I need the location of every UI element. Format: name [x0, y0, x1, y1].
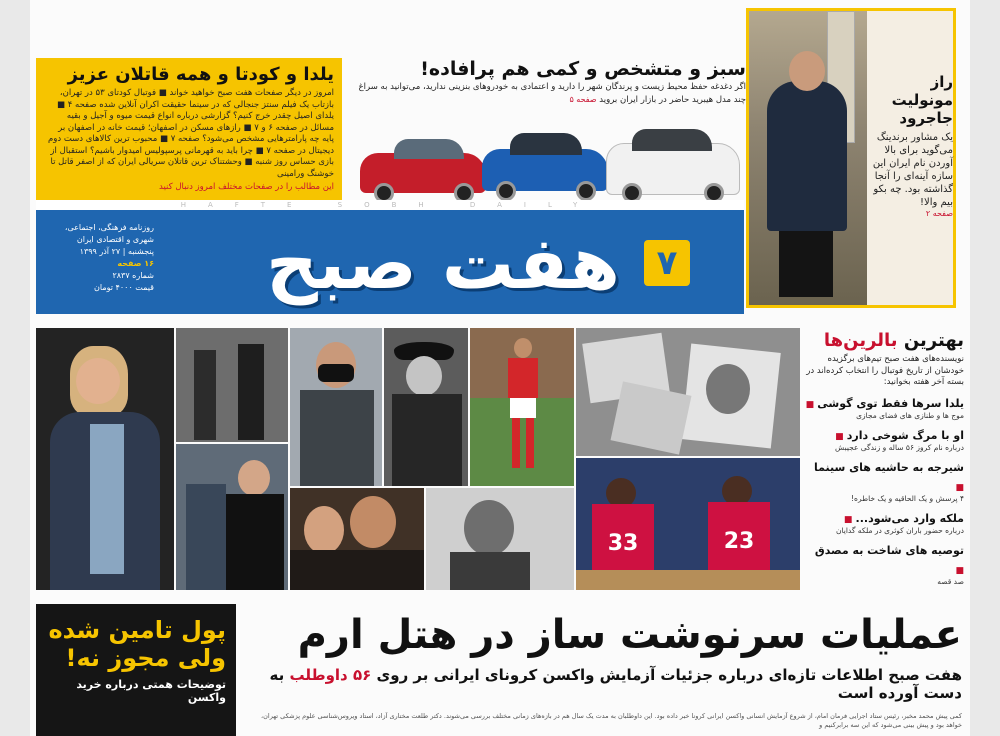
- film-still-photo: [290, 488, 424, 590]
- man-photo: [749, 11, 867, 305]
- newspaper-front-page: [30, 0, 970, 736]
- monolith-body: یک مشاور برندینگ می‌گوید برای بالا آوردن نام ایران این سازه آینه‌ای را آنجا گذاشته بود. چه بکو بیم والا!: [872, 132, 953, 208]
- list-item[interactable]: یلدا سرها فقط توی گوشی ■ موج ها و طنازی های فضای مجازی: [804, 392, 964, 421]
- masked-man-photo: [290, 328, 382, 486]
- car-story-body: اگر دغدغه حفظ محیط زیست و پرندگان شهر را دارید و اعتمادی به خودروهای بنزینی ندارید، می‌توانید به سراغ چند مدل هیبرید حاضر در بازار ایران بروید صفحه ۵: [358, 82, 746, 105]
- issue-number: شماره ۲۸۳۷: [112, 271, 154, 280]
- basketball-photo: 33 23: [576, 458, 800, 590]
- price: قیمت ۴۰۰۰ تومان: [94, 283, 154, 292]
- masthead-strip: HAFTE SOBH DAILY: [36, 200, 744, 210]
- cars-photo: [350, 125, 750, 207]
- list-item[interactable]: شیرجه به حاشیه های سینما ■ ۴ پرسش و یک الحاقیه و یک خاطره!: [804, 456, 964, 504]
- old-photos-pile: [576, 328, 800, 456]
- yellow-box-title: یلدا و کودتا و همه قاتلان عزیز: [67, 64, 334, 85]
- monolith-page: صفحه ۲: [925, 209, 953, 218]
- main-story-body: کمی پیش محمد مخبر، رئیس ستاد اجرایی فرمان امام، از شروع آزمایش انسانی واکسن ایرانی کرونا خبر داده بود. این داوطلبان به مدت یک سال هم در بازه‌های زمانی مختلف بررسی می‌شوند. دکتر طلعت مختاری آزاد، استاد ویروس‌شناسی علوم پزشکی تهران، خواهد بود و پیش بینی می‌شود که این سه برابرکنیم و: [261, 712, 962, 729]
- main-subheadline: هفت صبح اطلاعات تازه‌ای درباره جزئیات آزمایش واکسن کرونای ایرانی بر روی ۵۶ داوطلب به دست آورده است: [269, 666, 962, 702]
- woman-photo: [36, 328, 174, 590]
- yellow-teaser-box[interactable]: [36, 58, 342, 200]
- mosaddegh-photo: [426, 488, 574, 590]
- paper-type: روزنامه فرهنگی، اجتماعی، شهری و اقتصادی ایران: [64, 223, 154, 244]
- list-item[interactable]: توصیه های شاخت به مصدق ■ صد قصه: [804, 539, 964, 587]
- ballerina-title: بهترین بالرین‌ها: [823, 330, 964, 351]
- black-box-sub: توضیحات همتی درباره خرید واکسن: [76, 678, 226, 704]
- ballerina-intro: نویسنده‌های هفت صبح تیم‌های برگزیده خودشان از تاریخ فوتبال را انتخاب کرده‌اند در بسته آخر هفته بخوانید:: [806, 354, 964, 387]
- black-box-title: پول تامین شده ولی مجوز نه!: [48, 616, 226, 672]
- masthead-info: [44, 222, 154, 294]
- yellow-box-more: این مطالب را در صفحات مختلف امروز دنبال کنید: [159, 182, 334, 192]
- main-headline: عملیات سرنوشت ساز در هتل ارم: [297, 612, 962, 658]
- historical-photo: [176, 328, 288, 442]
- list-item[interactable]: او با مرگ شوخی دارد ■ درباره نام کروز ۵۶ ساله و زندگی عجیبش: [804, 424, 964, 453]
- yellow-box-body: امروز در دیگر صفحات هفت صبح خواهید خواند ■ فوتبال کودتای ۵۳ در تهران، بازتاب یک فیلم سنتز جنجالی که در سینما حقیقت اکران آنلاین شده صفحه ۴ ■ یلدای اصیل چقدر خرج کنیم؟ گزارشی درباره انواع قیمت میوه و آجیل و بقیه مسائل در صفحه ۶ و ۷ ■ رازهای مسکن در اصفهان؛ قیمت خانه در اصفهان بر پایه چه پارامترهایی مشخص می‌شود؟ صفحه ۷ ■ محبوب ترین کالاهای دست دوم دیجیتال در صفحه ۷ ■ چرا باید به قهرمانی پرسپولیس امیدوار باشیم؟ استقبال از بازی حساس روز شنبه ■ وحشتناک ترین قاتلان سریالی ایران که از اصفر قاتل تا خوشنگ ورامینی: [47, 88, 334, 179]
- list-item[interactable]: ملکه وارد می‌شود... ■ درباره حضور باران کوثری در ملکه گدایان: [804, 507, 964, 536]
- main-story[interactable]: [244, 606, 962, 702]
- masthead: [36, 210, 744, 314]
- paper-date: پنجشنبه | ۲۷ آذر ۱۳۹۹: [79, 247, 154, 256]
- hat-man-photo: [384, 328, 468, 486]
- monolith-title: راز مونولیت جاجرود: [891, 73, 953, 127]
- best-ballerinas-box[interactable]: [804, 330, 964, 590]
- photo-collage: [36, 328, 800, 590]
- vaccine-funding-box[interactable]: [36, 604, 236, 736]
- logo-number-seven: ۷: [644, 240, 690, 286]
- monolith-story[interactable]: [746, 8, 956, 308]
- footballer-photo: [470, 328, 574, 486]
- page-count: ۱۶ صفحه: [117, 259, 154, 268]
- car-story-title: سبز و متشخص و کمی هم پرافاده!: [420, 58, 746, 80]
- masthead-logo: هفت صبح: [266, 221, 620, 305]
- musk-photo: [176, 444, 288, 590]
